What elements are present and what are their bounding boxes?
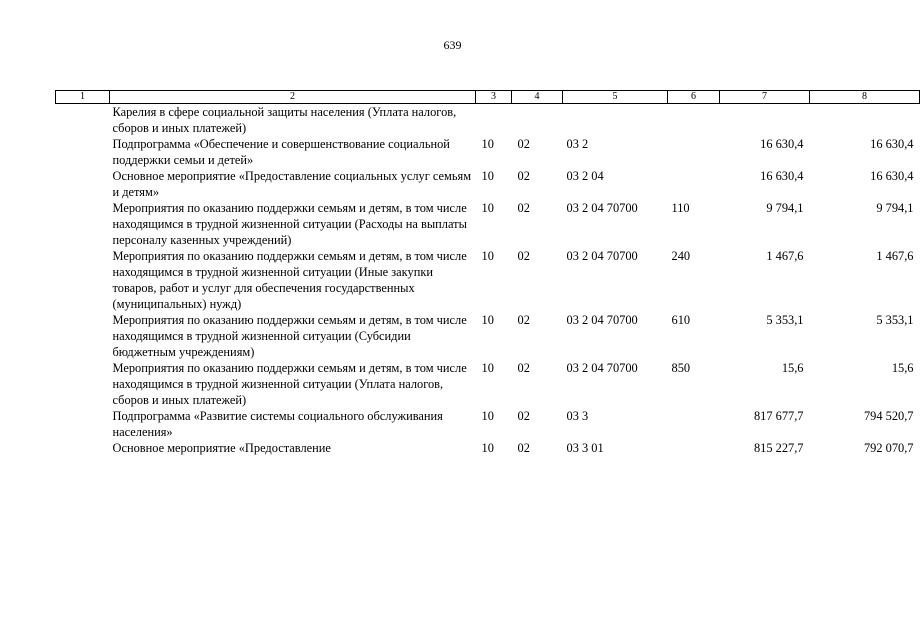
amount-cell: 16 630,4 <box>760 169 804 183</box>
amount-cell: 15,6 <box>781 361 804 375</box>
table-row <box>56 136 920 168</box>
amount-cell: 16 630,4 <box>870 169 914 183</box>
table-row <box>56 312 920 360</box>
table-row <box>56 168 920 200</box>
expense-type-cell <box>668 136 720 168</box>
section-cell: 10 <box>481 313 494 327</box>
column-header: 8 <box>810 91 920 104</box>
amount-cell: 1 467,6 <box>876 249 914 263</box>
expense-type-cell <box>668 104 720 137</box>
subsection-cell: 02 <box>517 441 530 455</box>
expense-type-cell <box>668 440 720 456</box>
amount-cell: 792 070,7 <box>863 441 914 455</box>
expense-name-cell: Карелия в сфере социальной защиты населения (Уплата налогов, сборов и иных платежей) <box>112 105 457 135</box>
expense-type-cell: 610 <box>671 313 691 327</box>
target-code-cell: 03 3 01 <box>566 441 604 455</box>
expense-type-cell: 850 <box>671 361 691 375</box>
column-header: 7 <box>720 91 810 104</box>
expense-name-cell: Подпрограмма «Развитие системы социального обслуживания населения» <box>112 409 443 439</box>
row-code-cell <box>56 136 110 168</box>
column-header: 3 <box>476 91 512 104</box>
row-code-cell <box>56 408 110 440</box>
column-header: 5 <box>563 91 668 104</box>
amount-cell: 5 353,1 <box>766 313 804 327</box>
target-code-cell: 03 2 <box>566 137 589 151</box>
amount-cell: 1 467,6 <box>766 249 804 263</box>
expense-name-cell: Мероприятия по оказанию поддержки семьям и детям, в том числе находящимся в трудной жизненной ситуации (Иные закупки товаров, работ и услуг для обеспечения государственных (муниципальных) нужд) <box>112 249 467 311</box>
section-cell: 10 <box>481 441 494 455</box>
table-row <box>56 440 920 456</box>
target-code-cell: 03 2 04 70700 <box>566 313 638 327</box>
expense-type-cell <box>668 168 720 200</box>
table-row <box>56 104 920 137</box>
amount-cell <box>720 104 810 137</box>
row-code-cell <box>56 312 110 360</box>
subsection-cell: 02 <box>517 313 530 327</box>
expense-name-cell: Подпрограмма «Обеспечение и совершенствование социальной поддержки семьи и детей» <box>112 137 450 167</box>
subsection-cell: 02 <box>517 249 530 263</box>
expense-name-cell: Основное мероприятие «Предоставление <box>112 441 331 455</box>
amount-cell: 794 520,7 <box>863 409 914 423</box>
budget-table <box>55 90 920 456</box>
column-header: 2 <box>110 91 476 104</box>
expense-name-cell: Основное мероприятие «Предоставление социальных услуг семьям и детям» <box>112 169 472 199</box>
table-row <box>56 248 920 312</box>
target-code-cell: 03 2 04 70700 <box>566 361 638 375</box>
row-code-cell <box>56 440 110 456</box>
table-row <box>56 408 920 440</box>
section-cell: 10 <box>481 169 494 183</box>
subsection-cell: 02 <box>517 137 530 151</box>
target-code-cell: 03 3 <box>566 409 589 423</box>
section-cell <box>476 104 512 137</box>
section-cell: 10 <box>481 361 494 375</box>
amount-cell: 15,6 <box>891 361 914 375</box>
section-cell: 10 <box>481 409 494 423</box>
amount-cell: 817 677,7 <box>753 409 804 423</box>
subsection-cell <box>512 104 563 137</box>
subsection-cell: 02 <box>517 201 530 215</box>
amount-cell: 9 794,1 <box>876 201 914 215</box>
expense-name-cell: Мероприятия по оказанию поддержки семьям и детям, в том числе находящимся в трудной жизненной ситуации (Субсидии бюджетным учреждениям) <box>112 313 467 359</box>
table-row <box>56 360 920 408</box>
expense-name-cell: Мероприятия по оказанию поддержки семьям и детям, в том числе находящимся в трудной жизненной ситуации (Уплата налогов, сборов и иных платежей) <box>112 361 467 407</box>
amount-cell: 5 353,1 <box>876 313 914 327</box>
expense-type-cell: 110 <box>671 201 690 215</box>
amount-cell: 16 630,4 <box>870 137 914 151</box>
target-code-cell <box>563 104 668 137</box>
table-row <box>56 200 920 248</box>
section-cell: 10 <box>481 201 494 215</box>
amount-cell <box>810 104 920 137</box>
expense-type-cell <box>668 408 720 440</box>
target-code-cell: 03 2 04 70700 <box>566 201 638 215</box>
amount-cell: 815 227,7 <box>753 441 804 455</box>
section-cell: 10 <box>481 249 494 263</box>
row-code-cell <box>56 200 110 248</box>
column-number-header-row <box>56 91 920 104</box>
amount-cell: 16 630,4 <box>760 137 804 151</box>
expense-type-cell: 240 <box>671 249 691 263</box>
row-code-cell <box>56 248 110 312</box>
column-header: 6 <box>668 91 720 104</box>
row-code-cell <box>56 360 110 408</box>
column-header: 1 <box>56 91 110 104</box>
amount-cell: 9 794,1 <box>766 201 804 215</box>
section-cell: 10 <box>481 137 494 151</box>
subsection-cell: 02 <box>517 169 530 183</box>
target-code-cell: 03 2 04 70700 <box>566 249 638 263</box>
expense-name-cell: Мероприятия по оказанию поддержки семьям и детям, в том числе находящимся в трудной жизненной ситуации (Расходы на выплаты персоналу казенных учреждений) <box>112 201 467 247</box>
page-number: 639 <box>443 38 462 52</box>
column-header: 4 <box>512 91 563 104</box>
row-code-cell <box>56 104 110 137</box>
subsection-cell: 02 <box>517 409 530 423</box>
target-code-cell: 03 2 04 <box>566 169 604 183</box>
subsection-cell: 02 <box>517 361 530 375</box>
row-code-cell <box>56 168 110 200</box>
